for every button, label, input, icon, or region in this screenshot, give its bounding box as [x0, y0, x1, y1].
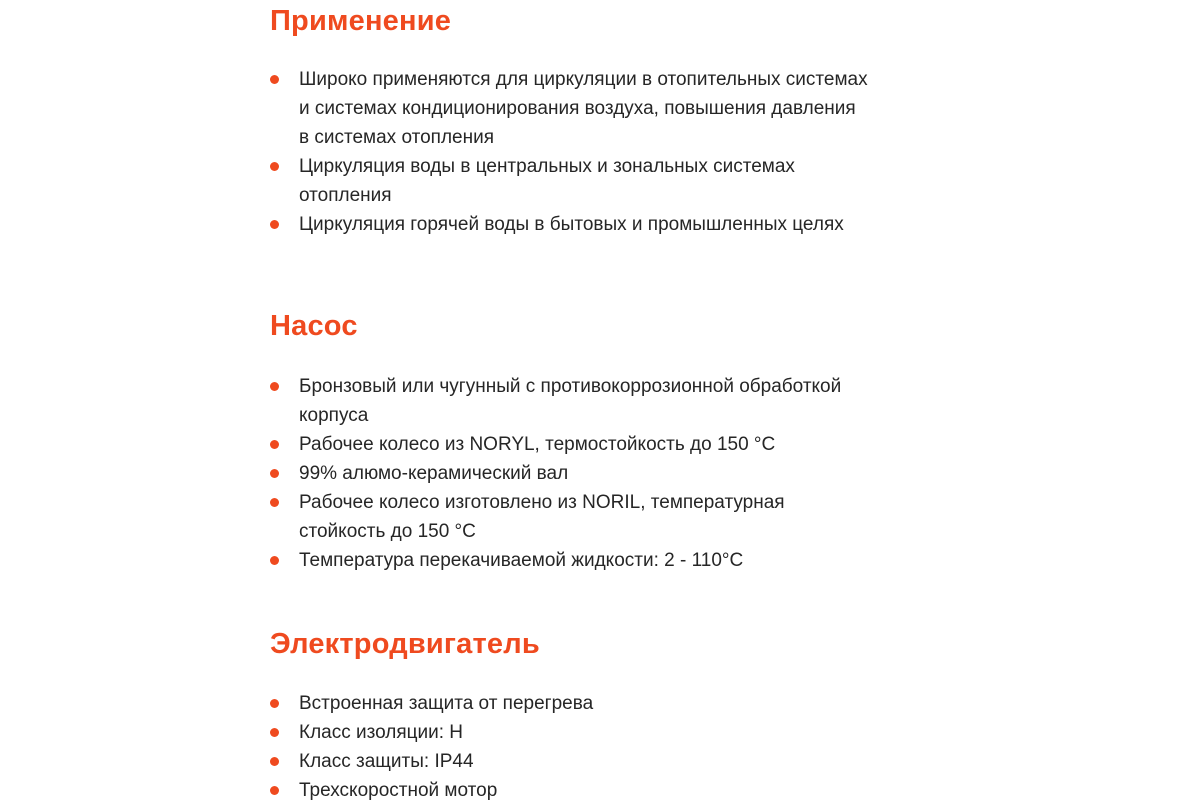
list-item	[270, 152, 970, 210]
list-item-text: Бронзовый или чугунный с противокоррозионной обработкой	[299, 376, 842, 397]
bullet-dot-icon	[270, 728, 279, 737]
section-title-pump: Насос	[270, 310, 358, 342]
bullet-list	[270, 65, 970, 239]
list-item-text: Класс изоляции: H	[299, 722, 464, 743]
list-item-text: и системах кондиционирования воздуха, повышения давления	[299, 98, 856, 119]
list-item	[270, 689, 970, 718]
list-item-text: Температура перекачиваемой жидкости: 2 - 110°C	[299, 550, 744, 571]
list-item-text: 99% алюмо-керамический вал	[299, 463, 569, 484]
bullet-dot-icon	[270, 699, 279, 708]
bullet-list	[270, 689, 970, 800]
list-item-text: в системах отопления	[299, 127, 494, 148]
bullet-dot-icon	[270, 786, 279, 795]
list-item	[270, 65, 970, 152]
list-item	[270, 546, 970, 575]
section-application	[270, 4, 970, 239]
section-title-application: Применение	[270, 5, 452, 37]
list-item	[270, 372, 970, 430]
bullet-dot-icon	[270, 220, 279, 229]
bullet-dot-icon	[270, 382, 279, 391]
section-pump	[270, 309, 970, 575]
list-item-text: Циркуляция горячей воды в бытовых и промышленных целях	[299, 214, 844, 235]
list-item	[270, 718, 970, 747]
bullet-dot-icon	[270, 162, 279, 171]
list-item	[270, 210, 970, 239]
bullet-dot-icon	[270, 498, 279, 507]
bullet-dot-icon	[270, 440, 279, 449]
list-item-text: корпуса	[299, 405, 369, 426]
list-item-text: Рабочее колесо из NORYL, термостойкость до 150 °C	[299, 434, 776, 455]
list-item	[270, 776, 970, 800]
list-item	[270, 747, 970, 776]
list-item	[270, 459, 970, 488]
list-item-text: стойкость до 150 °C	[299, 521, 476, 542]
section-title-motor: Электродвигатель	[270, 628, 540, 660]
list-item-text: Циркуляция воды в центральных и зональных системах	[299, 156, 795, 177]
bullet-dot-icon	[270, 469, 279, 478]
list-item-text: Рабочее колесо изготовлено из NORIL, температурная	[299, 492, 785, 513]
list-item-text: Широко применяются для циркуляции в отопительных системах	[299, 69, 868, 90]
list-item-text: Класс защиты: IP44	[299, 751, 474, 772]
list-item	[270, 430, 970, 459]
bullet-dot-icon	[270, 556, 279, 565]
list-item-text: Трехскоростной мотор	[299, 780, 498, 800]
list-item	[270, 488, 970, 546]
list-item-text: отопления	[299, 185, 392, 206]
bullet-dot-icon	[270, 75, 279, 84]
bullet-dot-icon	[270, 757, 279, 766]
list-item-text: Встроенная защита от перегрева	[299, 693, 594, 714]
section-motor	[270, 627, 970, 800]
bullet-list	[270, 372, 970, 575]
